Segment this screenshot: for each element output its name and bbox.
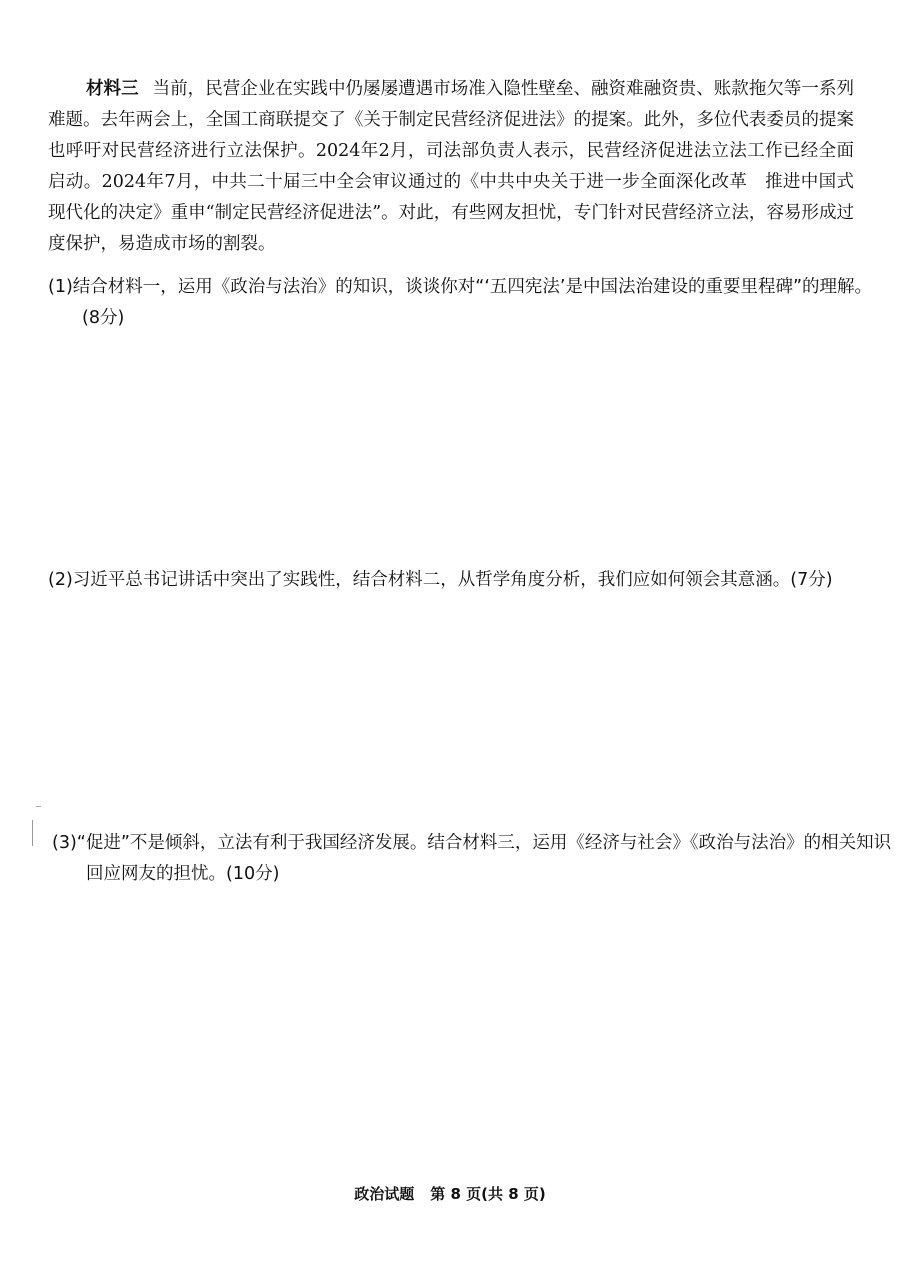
question-text: 习近平总书记讲话中突出了实践性，结合材料二，从哲学角度分析，我们应如何领会其意涵。(7分)	[72, 570, 833, 590]
question-text: “促进”不是倾斜，立法有利于我国经济发展。结合材料三，运用《经济与社会》《政治与法治》的相关知识回应网友的担忧。(10分)	[76, 833, 892, 884]
question-number: (2)	[48, 570, 73, 590]
question-2	[48, 565, 888, 596]
question-number: (3)	[52, 833, 77, 853]
question-text: 结合材料一，运用《政治与法治》的知识，谈谈你对“‘五四宪法’是中国法治建设的重要里程碑”的理解。(8分)	[72, 277, 873, 328]
page-footer	[0, 1183, 900, 1204]
material-text: 当前，民营企业在实践中仍屡屡遭遇市场准入隐性壁垒、融资难融资贵、账款拖欠等一系列难题。去年两会上，全国工商联提交了《关于制定民营经济促进法》的提案。此外，多位代表委员的提案也呼吁对民营经济进行立法保护。2024年2月，司法部负责人表示，民营经济促进法立法工作已经全面启动。2024年7月，中共二十届三中全会审议通过的《中共中央关于进一步全面深化改革 推进中国式现代化的决定》重申“制定民营经济促进法”。对此，有些网友担忧，专门针对民营经济立法，容易形成过度保护，易造成市场的割裂。	[48, 79, 854, 254]
material-three	[48, 74, 854, 260]
question-1	[48, 272, 888, 334]
material-tag: 材料三	[86, 79, 139, 99]
scan-mark	[36, 806, 41, 807]
question-number: (1)	[48, 277, 73, 297]
footer-subject: 政治试题	[354, 1185, 415, 1203]
footer-page-number: 第 8 页(共 8 页)	[430, 1185, 546, 1203]
scan-mark	[32, 820, 33, 846]
question-3	[52, 828, 892, 890]
